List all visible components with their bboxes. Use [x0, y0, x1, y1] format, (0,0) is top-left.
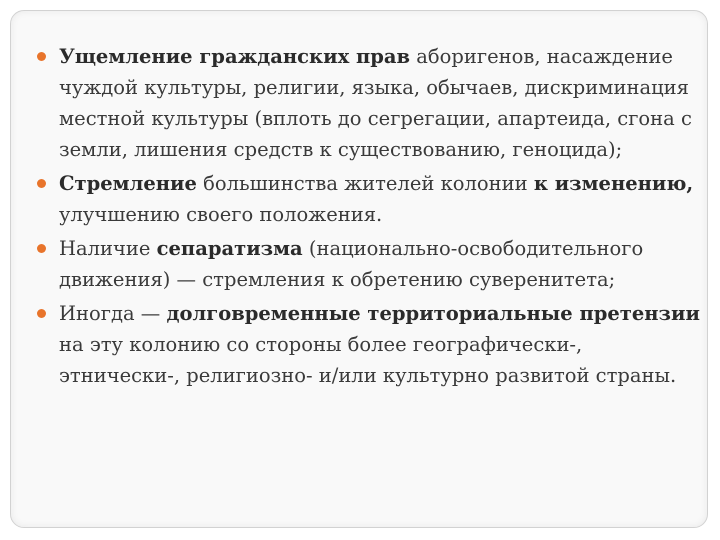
- bullet-text: большинства жителей колонии: [196, 172, 534, 195]
- bullet-bold-text: к изменению,: [533, 172, 694, 195]
- bullet-text: улучшению своего положения.: [59, 203, 383, 226]
- bullet-list: [35, 41, 703, 394]
- bullet-text: Наличие: [59, 237, 157, 260]
- bullet-text: (национально-освободительного движения) — стремления к обретению суверенитета;: [59, 237, 644, 291]
- bullet-dot-icon: [37, 179, 46, 188]
- bullet-text: аборигенов, насаждение чуждой культуры, религии, языка, обычаев, дискриминация местной культуры (вплоть до сегрегации, апартеида, сгона с земли, лишения средств к существованию, геноцида);: [59, 45, 692, 161]
- bullet-dot-icon: [37, 52, 46, 61]
- bullet-item-aspiration: [35, 168, 703, 230]
- bullet-item-territorial-claims: [35, 298, 703, 391]
- bullet-dot-icon: [37, 244, 46, 253]
- bullet-bold-text: Стремление: [59, 172, 197, 195]
- bullet-item-civil-rights: [35, 41, 703, 165]
- bullet-text: Иногда —: [59, 302, 167, 325]
- bullet-dot-icon: [37, 309, 46, 318]
- bullet-bold-text: сепаратизма: [156, 237, 303, 260]
- bullet-bold-text: долговременные территориальные претензии: [166, 302, 700, 325]
- bullet-bold-text: Ущемление гражданских прав: [59, 45, 411, 68]
- content-panel: [10, 10, 708, 528]
- bullet-item-separatism: [35, 233, 703, 295]
- bullet-text: на эту колонию со стороны более географически-, этнически-, религиозно- и/или культурно развитой страны.: [59, 333, 677, 387]
